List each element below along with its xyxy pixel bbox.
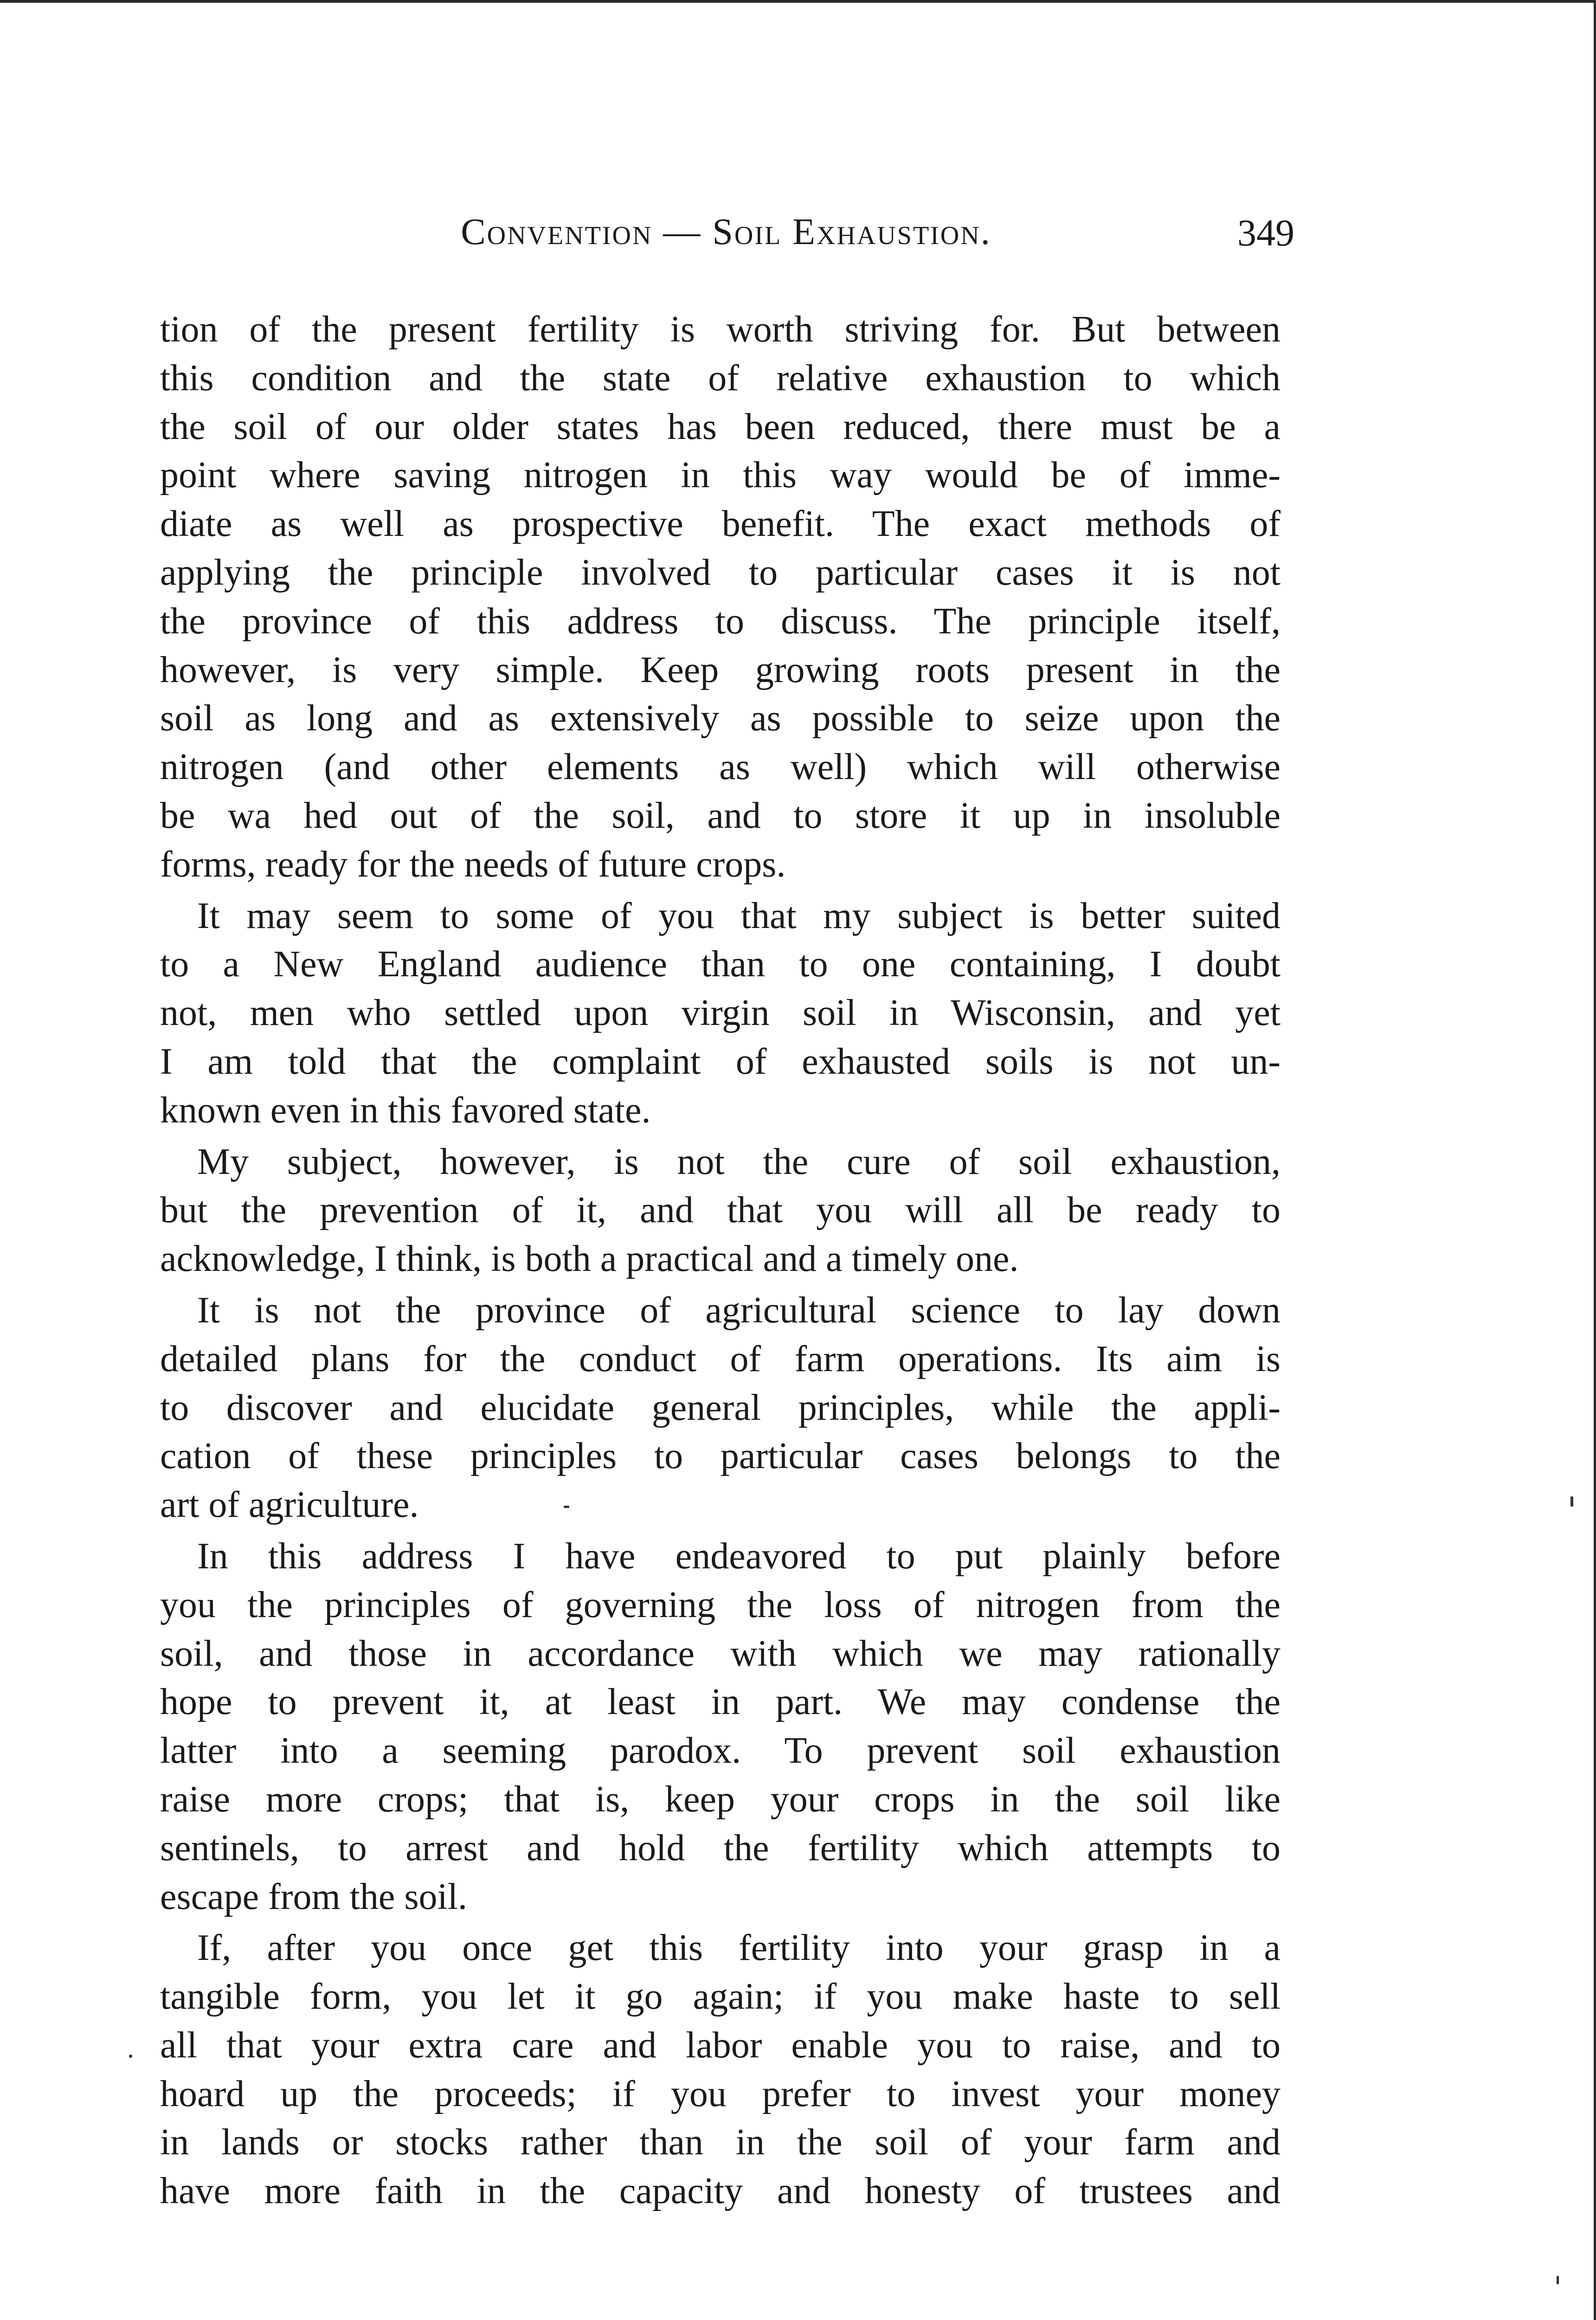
text-line: applying the principle involved to particular cases it is not [160, 552, 1281, 593]
running-head-title: Convention — Soil Exhaustion. [461, 212, 991, 252]
text-line: soil, and those in accordance with which we may rationally [160, 1633, 1281, 1674]
scan-speck [1570, 1496, 1573, 1507]
text-line: tangible form, you let it go again; if you make haste to sell [160, 1976, 1281, 2017]
text-line: hope to prevent it, at least in part. We may condense the [160, 1682, 1281, 1723]
text-line: escape from the soil. [160, 1876, 467, 1917]
paragraph [160, 1532, 1281, 1921]
text-line: be wa hed out of the soil, and to store it up in insoluble [160, 795, 1281, 836]
scan-edge-top [0, 0, 1596, 3]
text-line: the soil of our older states has been reduced, there must be a [160, 406, 1281, 447]
text-line: forms, ready for the needs of future crops. [160, 844, 786, 885]
text-line: diate as well as prospective benefit. The exact methods of [160, 503, 1281, 545]
text-line: acknowledge, I think, is both a practical and a timely one. [160, 1238, 1019, 1280]
text-line: you the principles of governing the loss of nitrogen from the [160, 1584, 1281, 1625]
text-line: In this address I have endeavored to put plainly before [197, 1535, 1281, 1577]
text-line: sentinels, to arrest and hold the fertility which attempts to [160, 1827, 1281, 1869]
text-line: nitrogen (and other elements as well) which will otherwise [160, 747, 1281, 788]
text-line: but the prevention of it, and that you will all be ready to [160, 1190, 1281, 1231]
text-line: raise more crops; that is, keep your crops in the soil like [160, 1779, 1281, 1820]
text-line: the province of this address to discuss. The principle itself, [160, 600, 1281, 642]
scan-speck [129, 2055, 132, 2058]
text-line: not, men who settled upon virgin soil in Wisconsin, and yet [160, 992, 1281, 1034]
paragraph [160, 305, 1281, 889]
paragraph [160, 1924, 1281, 2216]
page-number: 349 [1237, 212, 1294, 254]
text-line: soil as long and as extensively as possible to seize upon the [160, 698, 1281, 739]
scan-speck [1557, 2276, 1559, 2284]
text-line: detailed plans for the conduct of farm operations. Its aim is [160, 1338, 1281, 1379]
text-line: have more faith in the capacity and honesty of trustees and [160, 2171, 1281, 2212]
text-line: If, after you once get this fertility into your grasp in a [197, 1927, 1281, 1969]
text-line: My subject, however, is not the cure of soil exhaustion, [197, 1141, 1281, 1182]
running-head [158, 211, 1294, 267]
text-line: art of agriculture. [160, 1484, 419, 1526]
text-line: It may seem to some of you that my subject is better suited [197, 895, 1281, 936]
text-line: hoard up the proceeds; if you prefer to invest your money [160, 2073, 1281, 2114]
text-line: to a New England audience than to one containing, I doubt [160, 944, 1281, 985]
text-line: known even in this favored state. [160, 1089, 651, 1131]
paragraph [160, 1286, 1281, 1529]
scan-edge-right [1594, 0, 1596, 2320]
text-line: however, is very simple. Keep growing roots present in the [160, 649, 1281, 690]
body-text [160, 305, 1281, 2216]
paragraph [160, 892, 1281, 1135]
text-line: cation of these principles to particular cases belongs to the [160, 1436, 1281, 1477]
paragraph [160, 1138, 1281, 1283]
text-line: latter into a seeming parodox. To prevent soil exhaustion [160, 1730, 1281, 1772]
text-line: point where saving nitrogen in this way would be of imme- [160, 455, 1281, 496]
text-line: tion of the present fertility is worth striving for. But between [160, 309, 1281, 350]
text-line: to discover and elucidate general principles, while the appli- [160, 1387, 1281, 1428]
text-line: in lands or stocks rather than in the soil of your farm and [160, 2122, 1281, 2163]
scan-speck [564, 1506, 569, 1508]
text-line: all that your extra care and labor enable you to raise, and to [160, 2024, 1281, 2066]
text-line: this condition and the state of relative exhaustion to which [160, 357, 1281, 399]
text-line: It is not the province of agricultural science to lay down [197, 1289, 1281, 1331]
text-line: I am told that the complaint of exhausted soils is not un- [160, 1041, 1281, 1082]
